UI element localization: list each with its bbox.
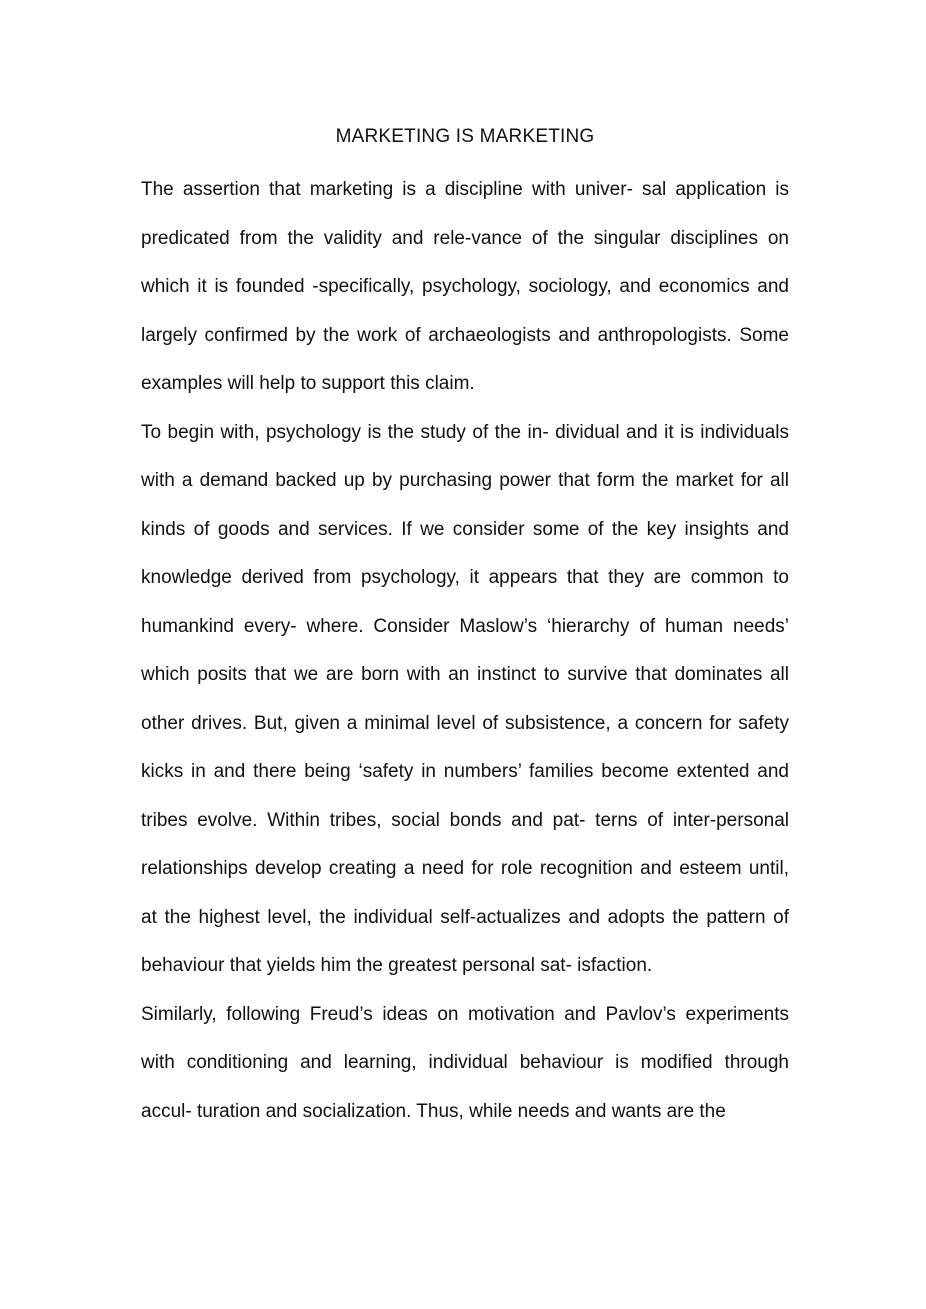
document-title: MARKETING IS MARKETING — [335, 126, 595, 147]
paragraph-psychology: To begin with, psychology is the study of the in- dividual and it is individuals with a demand backed up by purchasing power that form the market for all kinds of goods and services. If we consider some of the key insights and knowledge derived from psychology, it appears that they are common to humankind every- where. Consider Maslow’s ‘hierarchy of human needs’ which posits that we are born with an instinct to survive that dominates all other drives. But, given a minimal level of subsistence, a concern for safety kicks in and there being ‘safety in numbers’ families become extented and tribes evolve. Within tribes, social bonds and pat- terns of inter-personal relationships develop creating a need for role recognition and esteem until, at the highest level, the individual self-actualizes and adopts the pattern of behaviour that yields him the greatest personal sat- isfaction. — [141, 421, 789, 976]
document-page — [141, 118, 789, 1136]
paragraph-conditioning: Similarly, following Freud’s ideas on motivation and Pavlov’s experiments with conditioning and learning, individual behaviour is modified through accul- turation and socialization. Thus, while needs and wants are the — [141, 1003, 789, 1122]
paragraph-intro: The assertion that marketing is a discipline with univer- sal application is predicated from the validity and rele-vance of the singular disciplines on which it is founded -specifically, psychology, sociology, and economics and largely confirmed by the work of archaeologists and anthropologists. Some examples will help to support this claim. — [141, 179, 789, 394]
